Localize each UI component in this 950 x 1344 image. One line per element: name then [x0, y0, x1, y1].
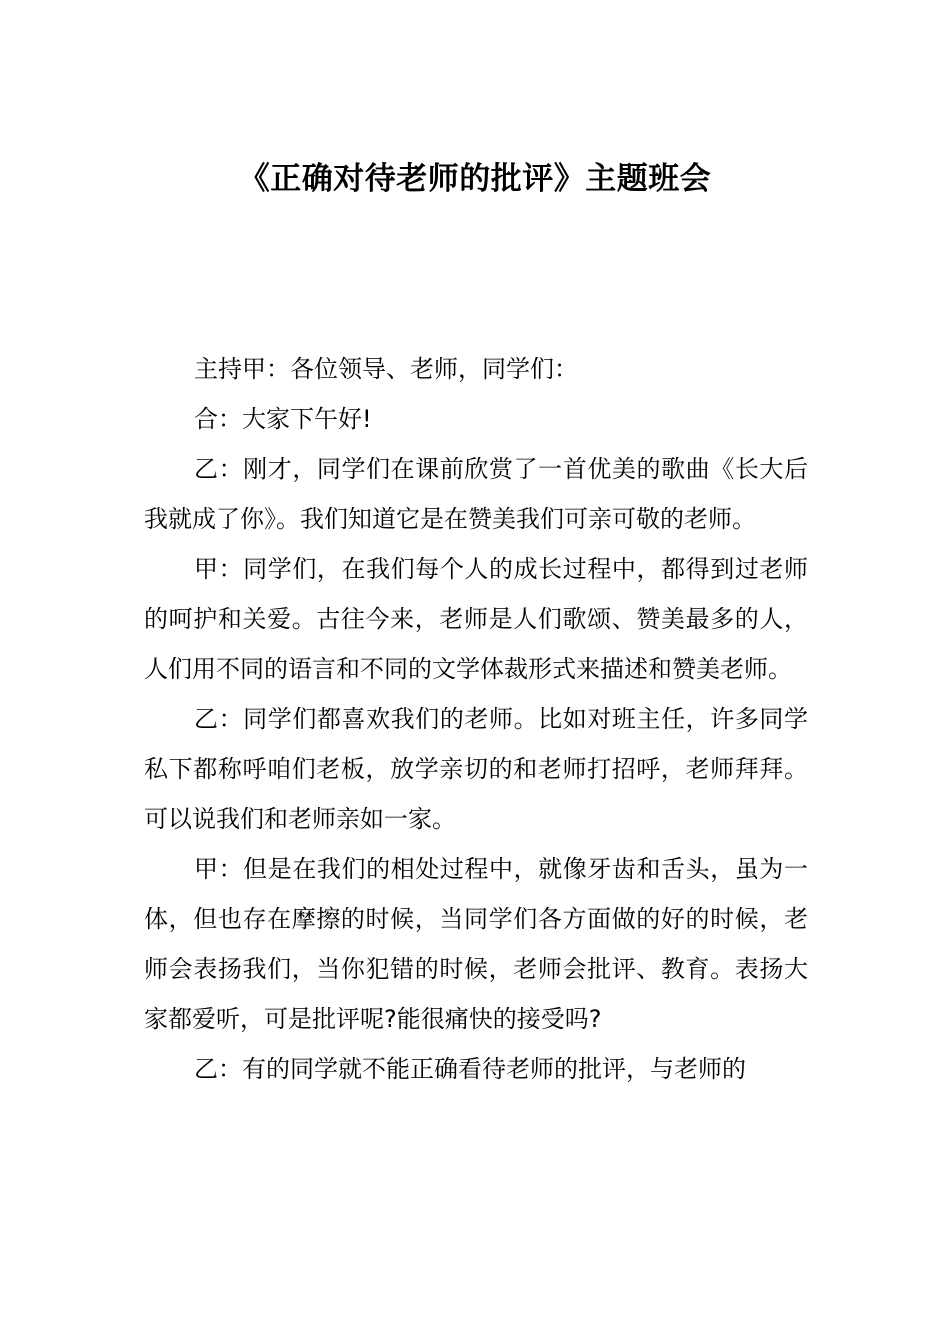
- document-title: 《正确对待老师的批评》主题班会: [238, 161, 712, 197]
- paragraph-song-intro: 乙：刚才，同学们在课前欣赏了一首优美的歌曲《长大后我就成了你》。我们知道它是在赞美我们可亲可敬的老师。: [144, 455, 808, 533]
- paragraph-greeting: 合：大家下午好!: [194, 405, 372, 433]
- paragraph-host-opening: 主持甲：各位领导、老师，同学们：: [194, 355, 578, 383]
- paragraph-criticism: 乙：有的同学就不能正确看待老师的批评，与老师的: [194, 1055, 746, 1083]
- document-body: [144, 344, 808, 1094]
- paragraph-teacher-care: 甲：同学们，在我们每个人的成长过程中，都得到过老师的呵护和关爱。古往今来，老师是人们歌颂、赞美最多的人，人们用不同的语言和不同的文学体裁形式来描述和赞美老师。: [144, 555, 808, 683]
- paragraph-like-teachers: 乙：同学们都喜欢我们的老师。比如对班主任，许多同学私下都称呼咱们老板，放学亲切的和老师打招呼，老师拜拜。可以说我们和老师亲如一家。: [144, 705, 808, 833]
- paragraph-friction: 甲：但是在我们的相处过程中，就像牙齿和舌头，虽为一体，但也存在摩擦的时候，当同学们各方面做的好的时候，老师会表扬我们，当你犯错的时候，老师会批评、教育。表扬大家都爱听，可是批评呢?能很痛快的接受吗?: [144, 855, 808, 1033]
